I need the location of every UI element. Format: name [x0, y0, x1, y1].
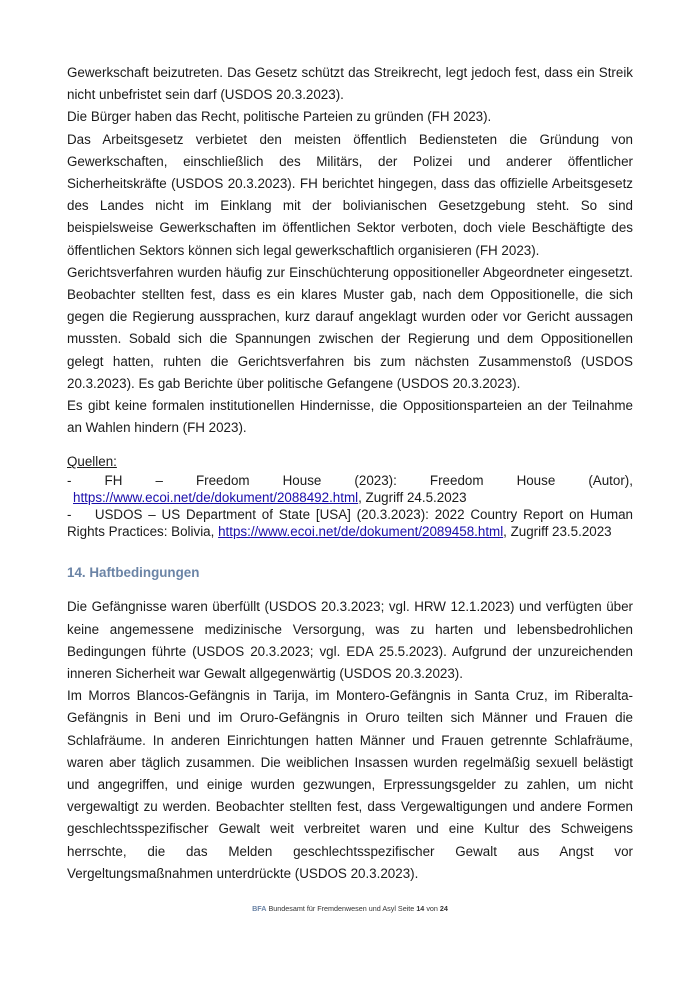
source-item	[67, 472, 633, 506]
source-item	[67, 506, 633, 540]
source-text: USDOS – US Department of State [USA] (20.3.2023): 2022 Country Report on Human Rights Practices: Bolivia,	[67, 507, 633, 540]
footer-page-number: 14	[416, 904, 425, 913]
section-heading: 14. Haftbedingungen	[67, 565, 200, 581]
source-word: Freedom	[429, 473, 484, 489]
footer-total-pages: 24	[439, 904, 448, 913]
document-page	[67, 62, 633, 885]
source-access-date: , Zugriff 23.5.2023	[503, 524, 612, 540]
source-link[interactable]: https://www.ecoi.net/de/dokument/2088492.html	[73, 490, 359, 506]
source-word: (2023):	[354, 473, 397, 489]
source-dash: -	[67, 507, 72, 523]
bfa-logo: BFA	[252, 904, 267, 913]
paragraph: Gewerkschaft beizutreten. Das Gesetz schützt das Streikrecht, legt jedoch fest, dass ein Streik nicht unbefristet sein darf (USDOS 20.3.2023).	[67, 65, 633, 103]
footer-page-label: Seite	[397, 904, 415, 913]
footer-of-label: von	[426, 904, 438, 913]
source-word: (Autor),	[588, 473, 633, 489]
source-link[interactable]: https://www.ecoi.net/de/dokument/2089458.html	[218, 524, 504, 540]
paragraph: Es gibt keine formalen institutionellen Hindernisse, die Oppositionsparteien an der Teilnahme an Wahlen hindern (FH 2023).	[67, 398, 633, 436]
source-item-line	[67, 472, 633, 489]
source-word: –	[155, 473, 163, 489]
source-access-date: , Zugriff 24.5.2023	[358, 490, 467, 506]
sources-heading: Quellen:	[67, 454, 117, 470]
source-item-continuation	[67, 489, 633, 506]
source-dash: -	[67, 473, 72, 489]
source-word: Freedom	[195, 473, 250, 489]
page-footer	[0, 904, 700, 913]
paragraph: Gerichtsverfahren wurden häufig zur Einschüchterung oppositioneller Abgeordneter eingesetzt. Beobachter stellten fest, dass es ein klares Muster gab, nach dem Oppositionelle, die sich gegen die Regierung aussprachen, kurz darauf angeklagt wurden oder vor Gericht aussagen mussten. Sobald sich die Spannungen zwischen der Regierung und dem Oppositionellen gelegt hatten, ruhten die Gerichtsverfahren bis zum nächsten Zusammenstoß (USDOS 20.3.2023). Es gab Berichte über politische Gefangene (USDOS 20.3.2023).	[67, 264, 633, 391]
source-word: FH	[104, 473, 123, 489]
source-word: House	[516, 473, 556, 489]
footer-org: Bundesamt für Fremdenwesen und Asyl	[268, 904, 396, 913]
paragraph: Die Gefängnisse waren überfüllt (USDOS 20.3.2023; vgl. HRW 12.1.2023) und verfügten über keine angemessene medizinische Versorgung, was zu harten und lebensbedrohlichen Bedingungen führte (USDOS 20.3.2023; vgl. EDA 25.5.2023). Aufgrund der unzureichenden inneren Sicherheit war Gewalt allgegenwärtig (USDOS 20.3.2023).	[67, 599, 633, 682]
paragraph: Die Bürger haben das Recht, politische Parteien zu gründen (FH 2023).	[67, 109, 492, 125]
source-word: House	[282, 473, 322, 489]
paragraph: Im Morros Blancos-Gefängnis in Tarija, im Montero-Gefängnis in Santa Cruz, im Riberalta-Gefängnis in Beni und im Oruro-Gefängnis in Oruro teilten sich Männer und Frauen die Schlafräume. In anderen Einrichtungen hatten Männer und Frauen getrennte Schlafräume, waren aber täglich zusammen. Die weiblichen Insassen wurden regelmäßig sexuell belästigt und angegriffen, und einige wurden gezwungen, Erpressungsgelder zu zahlen, um nicht vergewaltigt zu werden. Beobachter stellten fest, dass Vergewaltigungen und andere Formen geschlechtsspezifischer Gewalt weit verbreitet waren und eine Kultur des Schweigens herrschte, die das Melden geschlechtsspezifischer Gewalt aus Angst vor Vergeltungsmaßnahmen unterdrückte (USDOS 20.3.2023).	[67, 688, 633, 881]
paragraph: Das Arbeitsgesetz verbietet den meisten öffentlich Bediensteten die Gründung von Gewerkschaften, einschließlich des Militärs, der Polizei und anderer öffentlicher Sicherheitskräfte (USDOS 20.3.2023). FH berichtet hingegen, dass das offizielle Arbeitsgesetz des Landes nicht im Einklang mit der bolivianischen Gesetzgebung steht. So sind beispielsweise Gewerkschaften im öffentlichen Sektor verboten, doch viele Beschäftigte des öffentlichen Sektors können sich legal gewerkschaftlich organisieren (FH 2023).	[67, 131, 633, 258]
